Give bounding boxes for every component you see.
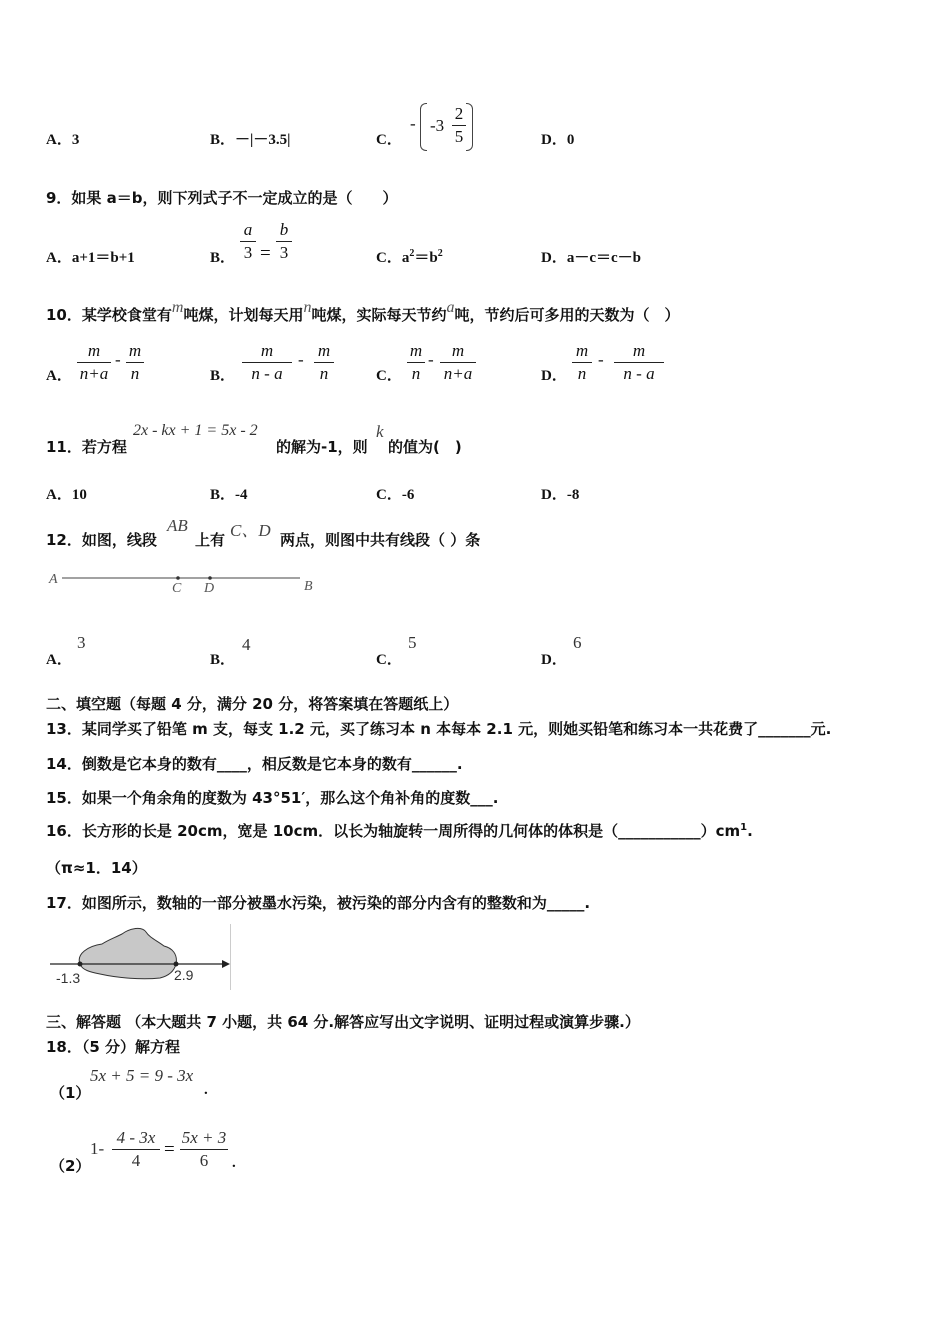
q9-option-a-value: a+1＝b+1 [71, 250, 135, 266]
q12-segment-svg [46, 568, 326, 600]
q12-option-b-label: B． [210, 652, 236, 668]
q9-option-d-value: a－c＝c－b [566, 250, 642, 266]
q12-segment-figure [46, 568, 326, 600]
q8-option-a-value: 3 [71, 132, 80, 148]
q18-part-1-end: . [204, 1082, 208, 1098]
q10-option-b-fraction-1: m n - a [242, 340, 292, 385]
q18-part-2-fraction-2: 5x + 3 6 [181, 1128, 227, 1170]
number-line-arrow [222, 960, 230, 968]
q11-option-b: B．-4 [210, 487, 248, 503]
q12-points: C、D [230, 521, 271, 540]
q11-stem-part-2: 的解为-1，则 [276, 438, 368, 456]
q11-option-d: D．-8 [541, 487, 580, 503]
q8-option-b: B．－|－3.5| [210, 132, 291, 148]
q18-part-2-fraction-1: 4 - 3x 4 [112, 1127, 160, 1172]
q10-option-a-minus: - [115, 350, 121, 369]
q16-text: 16．长方形的长是 20cm，宽是 10cm．以长为轴旋转一周所得的几何体的体积是$(\_\_\_\_\_\_\_\_\_\_\_)cm^1$. [46, 822, 753, 840]
q10-option-b-minus: - [298, 350, 304, 369]
q12-stem-part-3: 两点，则图中共有线段（ ）条 [280, 531, 481, 549]
q10-option-d-fraction-2: m n - a [614, 340, 664, 385]
q8-option-c-fraction: 2 5 [452, 103, 466, 148]
q12-label-b: B [304, 579, 313, 594]
q10-option-c-minus: - [428, 350, 434, 369]
q12-seg-ab: AB [167, 516, 188, 535]
q9-stem: 9．如果 a＝b，则下列式子不一定成立的是（ ） [46, 189, 398, 207]
q9-option-b-label: B． [210, 250, 236, 266]
q18-part-2-equals: = [164, 1139, 175, 1160]
q10-option-d-minus: - [598, 350, 604, 369]
q10-option-a-label: A． [46, 368, 72, 384]
q12-option-d-label: D． [541, 652, 567, 668]
q10-option-d-fraction-1: m n [572, 340, 592, 385]
q8-option-c-left-paren [420, 103, 427, 151]
ink-blot-shape [79, 928, 176, 978]
q10-option-b-fraction-2: m n [314, 340, 334, 385]
q12-option-c-value: 5 [408, 633, 417, 652]
q18-stem: 18．（5 分）解方程 [46, 1038, 181, 1056]
q11-equation: 2x - kx + 1 = 5x - 2 [133, 422, 258, 439]
q10-option-c-label: C． [376, 368, 402, 384]
q8-option-c-label: C． [376, 132, 402, 148]
q11-option-c: C．-6 [376, 487, 415, 503]
q13-text: 13．某同学买了铅笔 m 支，每支 1.2 元，买了练习本 n 本每本 2.1 元，则她买铅笔和练习本一共花费了_______元. [46, 720, 832, 738]
q8-option-c-right-paren [466, 103, 473, 151]
q11-stem-part-3: 的值为( ) [388, 438, 462, 456]
q11-var-k: k [376, 422, 384, 441]
q11-stem-part-1: 11．若方程 [46, 438, 127, 456]
q8-option-a: A．3 [46, 132, 80, 148]
q17-right-value: 2.9 [174, 967, 194, 983]
point-d-dot [208, 576, 212, 580]
q8-option-c-prefix: - [410, 114, 416, 133]
q8-option-d: D．0 [541, 132, 575, 148]
q17-text: 17．如图所示，数轴的一部分被墨水污染，被污染的部分内含有的整数和为_____. [46, 894, 591, 912]
q10-option-d-label: D． [541, 368, 567, 384]
q12-stem-part-2: 上有 [195, 531, 226, 549]
q12-label-a: A [49, 572, 58, 587]
section-3-title: 三、解答题 （本大题共 7 小题，共 64 分.解答应写出文字说明、证明过程或演算步骤.） [46, 1013, 640, 1031]
q18-part-2-end: . [232, 1155, 236, 1171]
q18-part-2-label: （2） [50, 1157, 91, 1175]
q9-option-a: A．a+1＝b+1 [46, 250, 135, 266]
q15-text: 15．如果一个角余角的度数为 43°51′，那么这个角补角的度数___. [46, 789, 499, 807]
q10-option-a-fraction-2: m n [126, 340, 144, 385]
left-endpoint-dot [78, 962, 83, 967]
q17-left-value: -1.3 [56, 970, 81, 986]
q18-part-1-label: （1） [50, 1084, 91, 1102]
q9-option-b-left-fraction: a 3 [240, 219, 256, 264]
q12-option-a-value: 3 [77, 633, 86, 652]
right-endpoint-dot [174, 962, 179, 967]
q10-option-a-fraction-1: m n+a [77, 340, 111, 385]
q10-option-b-label: B． [210, 368, 236, 384]
q12-option-a-label: A． [46, 652, 72, 668]
q8-option-d-value: 0 [566, 132, 575, 148]
q9-option-b-right-fraction: b 3 [276, 219, 292, 264]
q9-option-d: D．a－c＝c－b [541, 250, 642, 266]
section-2-title: 二、填空题（每题 4 分，满分 20 分，将答案填在答题纸上） [46, 695, 459, 713]
q18-part-2-lead: 1- [90, 1139, 105, 1158]
point-c-dot [176, 576, 180, 580]
q12-option-d-value: 6 [573, 633, 582, 652]
q12-option-b-value: 4 [242, 635, 251, 654]
q14-text: 14．倒数是它本身的数有____，相反数是它本身的数有______. [46, 755, 463, 773]
q12-label-d: D [204, 581, 215, 596]
q9-option-c: C．$a^2=b^2$ [376, 248, 443, 266]
q16-note: （π≈1．14） [46, 859, 147, 877]
q12-label-c: C [172, 581, 182, 596]
q18-part-1-equation: 5x + 5 = 9 - 3x [90, 1066, 194, 1085]
q11-option-a: A．10 [46, 487, 87, 503]
q8-option-c-inner: -3 [430, 116, 445, 135]
q10-option-c-fraction-1: m n [407, 340, 425, 385]
q9-option-b-equals: = [260, 243, 271, 264]
q12-option-c-label: C． [376, 652, 402, 668]
q8-option-b-value: －|－3.5| [235, 132, 291, 148]
q10-option-c-fraction-2: m n+a [440, 340, 476, 385]
q12-stem-part-1: 12．如图，线段 [46, 531, 157, 549]
q10-stem: 10．某学校食堂有m吨煤，计划每天用n吨煤，实际每天节约a吨，节约后可多用的天数为（ ） [46, 299, 680, 324]
